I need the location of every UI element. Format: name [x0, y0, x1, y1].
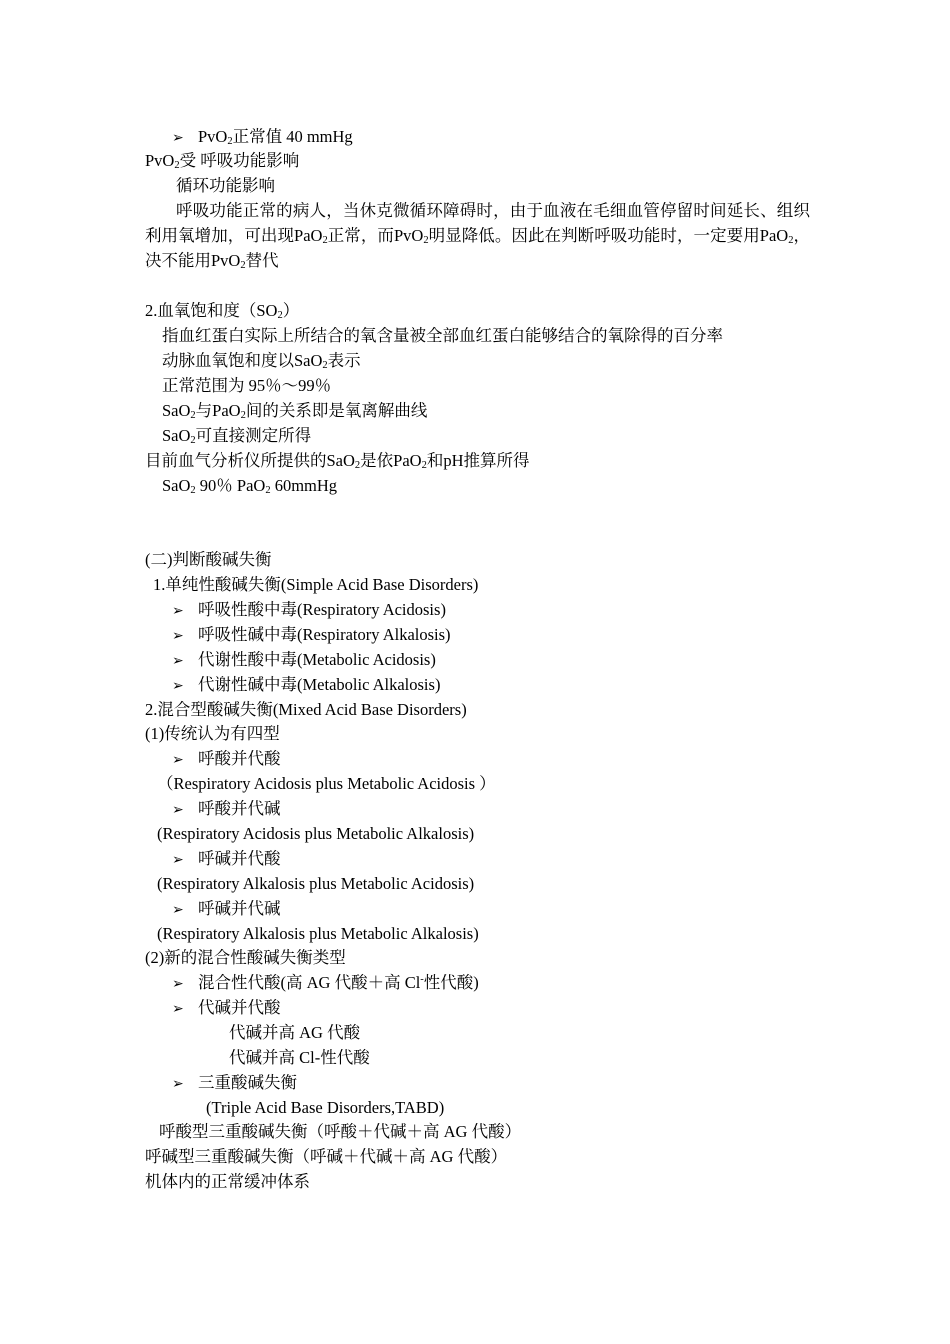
- pvo2-circulation-line: 循环功能影响: [176, 176, 275, 195]
- list-item-english: (Respiratory Alkalosis plus Metabolic Acidosis): [157, 874, 475, 893]
- resp-acid-triple-type: 呼酸型三重酸碱失衡（呼酸＋代碱＋高 AG 代酸）: [159, 1122, 522, 1141]
- mixed-disorders-title: 2.混合型酸碱失衡(Mixed Acid Base Disorders): [145, 700, 467, 719]
- arrow-bullet-icon: ➢: [172, 654, 184, 669]
- simple-disorders-title: 1.单纯性酸碱失衡(Simple Acid Base Disorders): [153, 575, 479, 594]
- list-item: ➢ 代谢性酸中毒(Metabolic Acidosis): [172, 650, 436, 672]
- list-item: ➢ 呼碱并代酸: [172, 849, 281, 871]
- arrow-bullet-icon: ➢: [172, 629, 184, 644]
- so2-range-line: 正常范围为 95％～99％: [162, 376, 332, 395]
- so2-definition: 指血红蛋白实际上所结合的氧含量被全部血红蛋白能够结合的氧除得的百分率: [162, 326, 723, 345]
- acid-base-heading: (二)判断酸碱失衡: [145, 550, 272, 569]
- list-item: ➢ 代碱并代酸: [172, 998, 281, 1020]
- arrow-bullet-icon: ➢: [172, 1002, 184, 1017]
- arrow-bullet-icon: ➢: [172, 753, 184, 768]
- new-types-title: (2)新的混合性酸碱失衡类型: [145, 948, 346, 967]
- sub-item: 代碱并高 AG 代酸: [229, 1023, 361, 1042]
- sub-item: 代碱并高 Cl-性代酸: [229, 1048, 370, 1067]
- tabd-english: (Triple Acid Base Disorders,TABD): [206, 1098, 445, 1117]
- list-item: ➢ 呼吸性碱中毒(Respiratory Alkalosis): [172, 625, 451, 647]
- pvo2-explanation-paragraph: 呼吸功能正常的病人，当休克微循环障碍时，由于血液在毛细血管停留时间延长、组织利用氧增加，可出现PaO$_2$正常，而PvO$_2$明显降低。因此在判断呼吸功能时，一定要用PaO$_2$，决不能用PvO$_2$替代: [145, 201, 811, 271]
- so2-relation-line: SaO$_2$与PaO$_2$间的关系即是氧离解曲线: [162, 401, 428, 421]
- arrow-bullet-icon: ➢: [172, 1077, 184, 1092]
- arrow-bullet-icon: ➢: [172, 853, 184, 868]
- so2-heading: 2.血氧饱和度$(SO_2)$: [145, 301, 300, 321]
- list-item: ➢ 呼碱并代碱: [172, 899, 281, 921]
- arrow-bullet-icon: ➢: [172, 977, 184, 992]
- so2-calculation-line: 目前血气分析仪所提供的SaO$_2$是依PaO$_2$和pH推算所得: [145, 451, 530, 471]
- list-item: ➢ 呼酸并代酸: [172, 749, 281, 771]
- traditional-types-title: (1)传统认为有四型: [145, 724, 280, 743]
- arrow-bullet-icon: ➢: [172, 679, 184, 694]
- pvo2-affect-line: PvO$_2$受 呼吸功能影响: [145, 151, 300, 171]
- so2-direct-line: SaO$_2$可直接测定所得: [162, 426, 312, 446]
- list-item-english: (Respiratory Alkalosis plus Metabolic Alkalosis): [157, 924, 479, 943]
- arrow-bullet-icon: ➢: [172, 803, 184, 818]
- arrow-bullet-icon: ➢: [172, 903, 184, 918]
- list-item: ➢ 呼吸性酸中毒(Respiratory Acidosis): [172, 600, 446, 622]
- list-item: ➢ 呼酸并代碱: [172, 799, 281, 821]
- so2-pair-line: SaO$_2$ 90％ PaO$_2$ 60mmHg: [162, 476, 338, 496]
- buffer-system-line: 机体内的正常缓冲体系: [145, 1172, 310, 1191]
- arrow-bullet-icon: ➢: [172, 604, 184, 619]
- list-item-english: (Respiratory Acidosis plus Metabolic Alkalosis): [157, 824, 475, 843]
- resp-alk-triple-type: 呼碱型三重酸碱失衡（呼碱＋代碱＋高 AG 代酸）: [145, 1147, 508, 1166]
- so2-arterial-line: 动脉血氧饱和度以SaO$_2$表示: [162, 351, 361, 371]
- list-item: ➢ 混合性代酸(高 AG 代酸＋高 Cl-性代酸): [172, 973, 479, 995]
- list-item-english: （Respiratory Acidosis plus Metabolic Acidosis ）: [157, 774, 496, 793]
- list-item: ➢ 三重酸碱失衡: [172, 1073, 297, 1095]
- pvo2-normal-line: ➢ PvO$_2$正常值 40 mmHg: [172, 127, 353, 147]
- list-item: ➢ 代谢性碱中毒(Metabolic Alkalosis): [172, 675, 440, 697]
- arrow-bullet-icon: ➢: [172, 131, 184, 146]
